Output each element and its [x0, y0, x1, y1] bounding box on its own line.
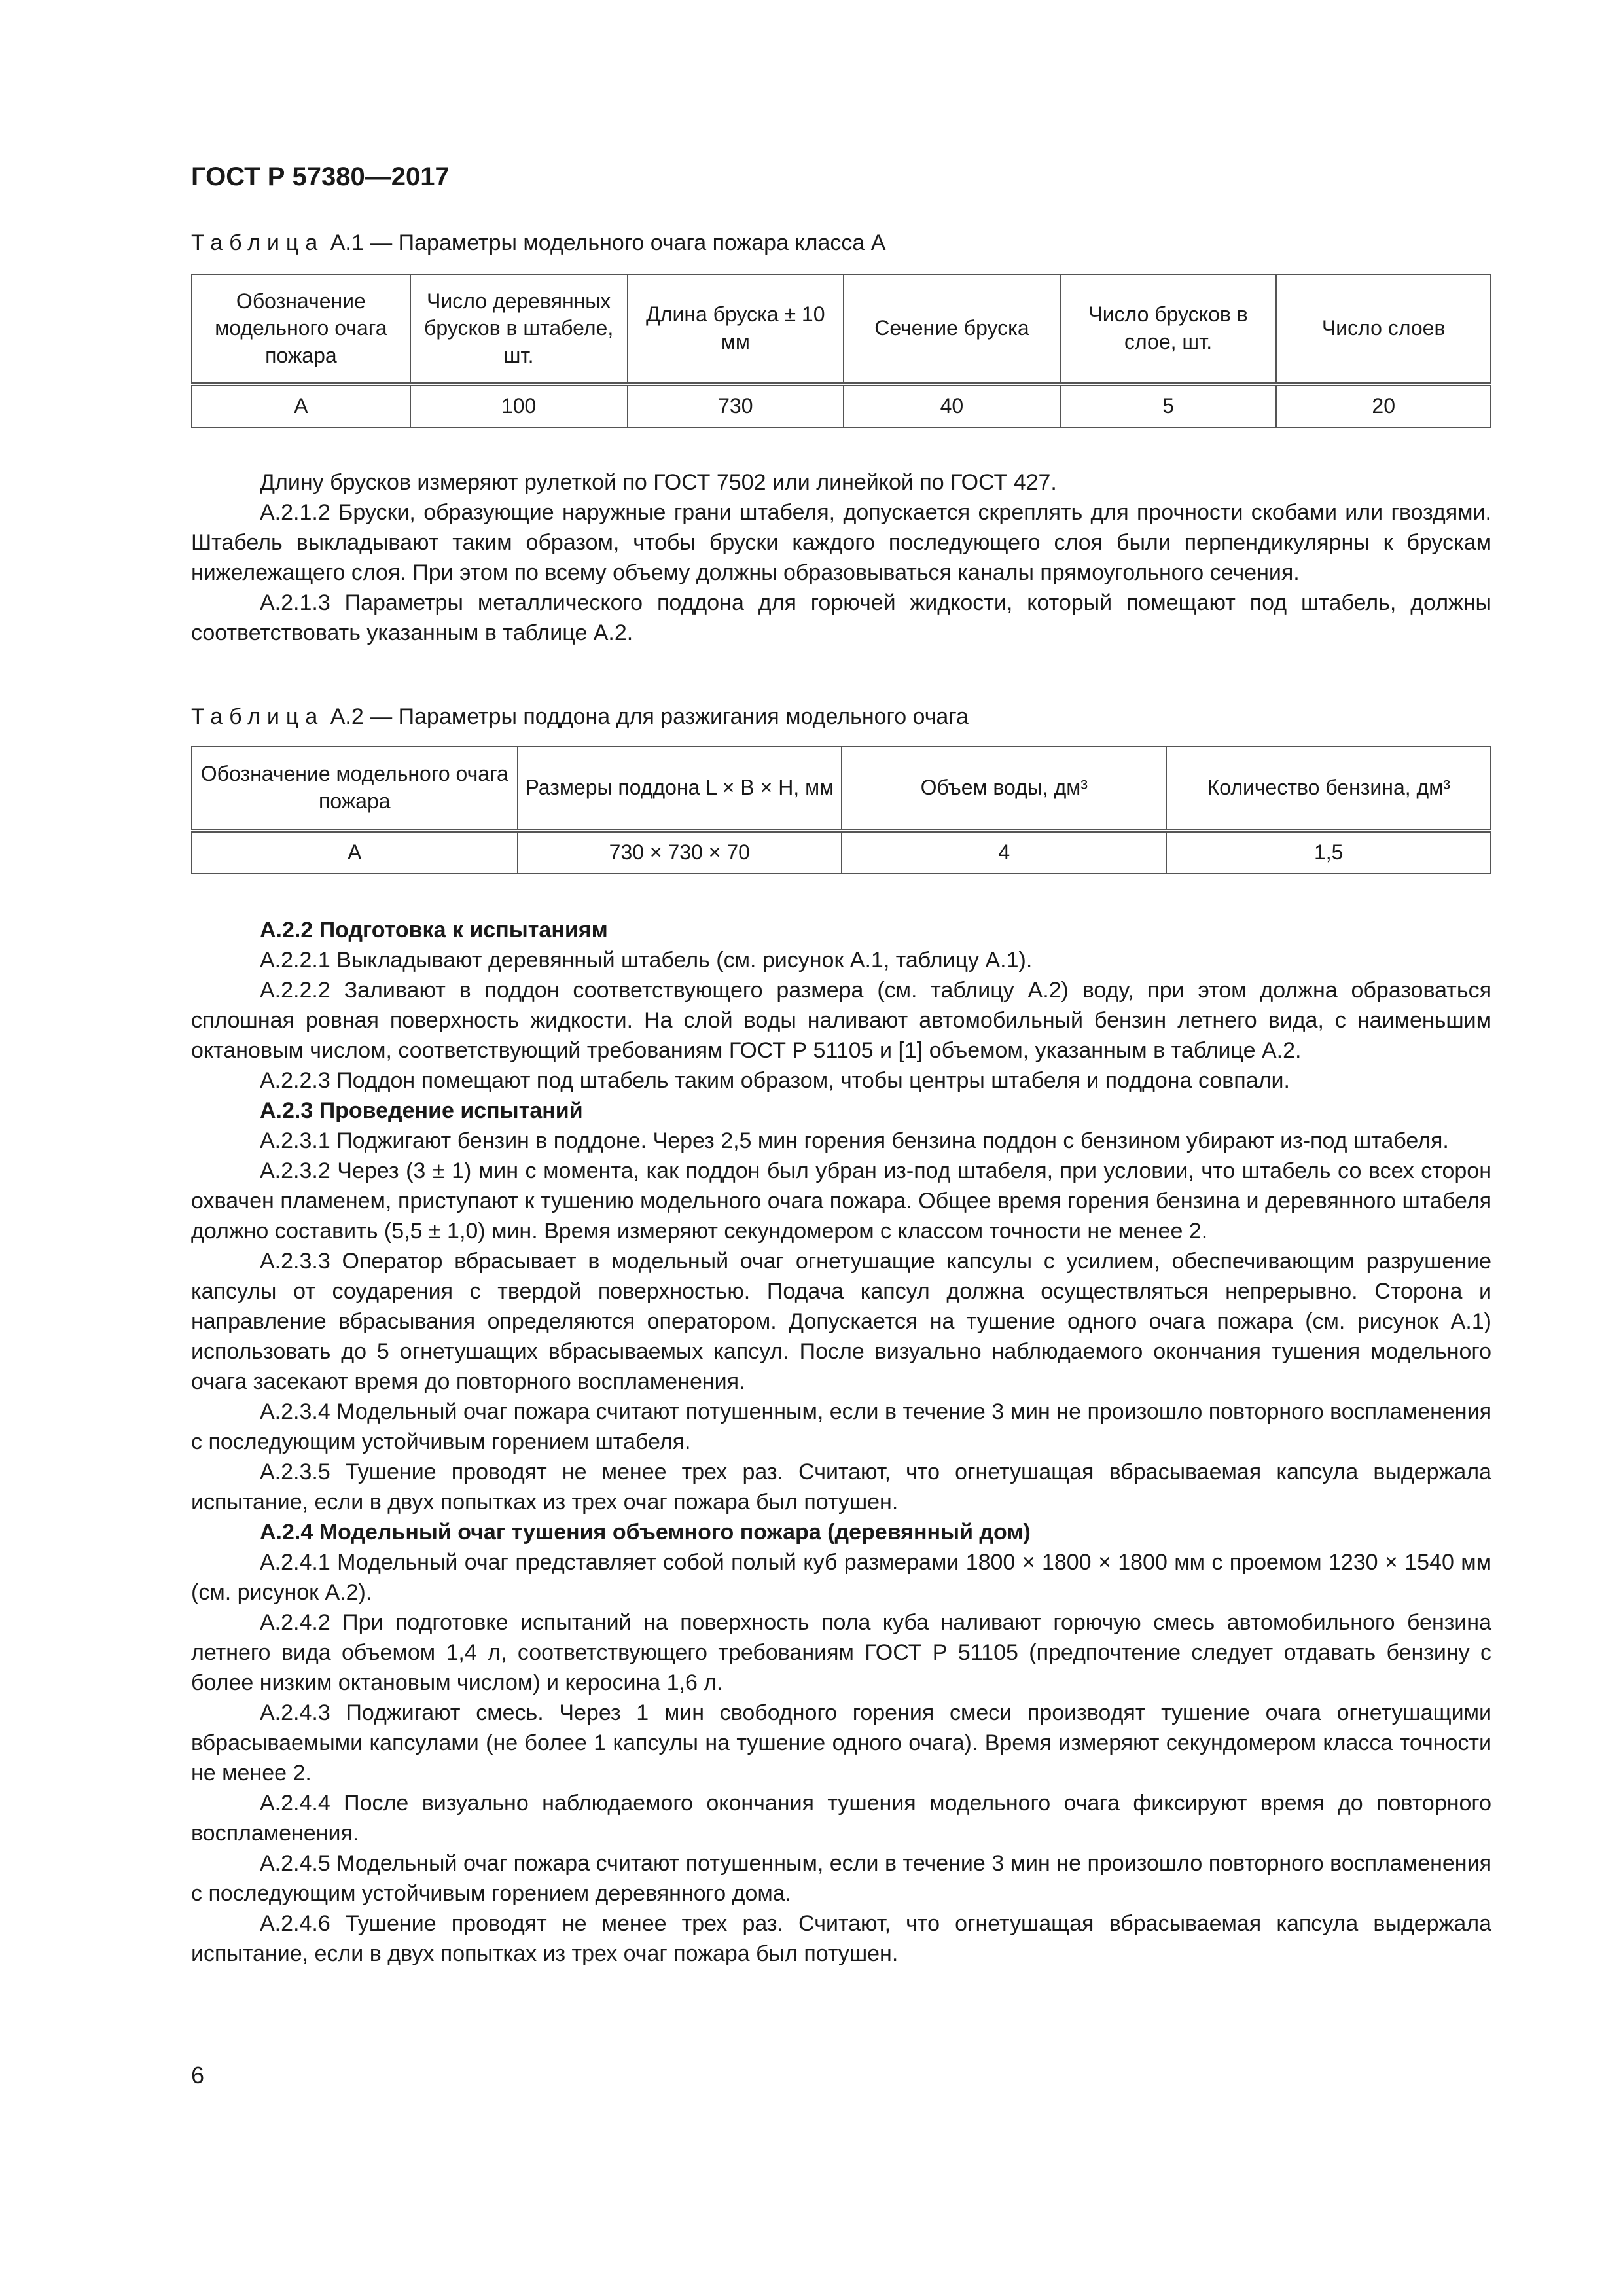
- table-row: [192, 384, 1491, 427]
- paragraph: А.2.3.1 Поджигают бензин в поддоне. Через 2,5 мин горения бензина поддон с бензином убирают из-под штабеля.: [260, 1128, 1449, 1153]
- section-heading: А.2.2 Подготовка к испытаниям: [260, 918, 608, 942]
- table1-header-cell: Число слоев: [1276, 274, 1491, 384]
- table1-header-cell: Число брусков в слое, шт.: [1060, 274, 1277, 384]
- table2-header-cell: Размеры поддона L × B × H, мм: [518, 747, 842, 831]
- paragraph: Длину брусков измеряют рулеткой по ГОСТ 7502 или линейкой по ГОСТ 427.: [260, 470, 1057, 495]
- table1-header-cell: Сечение бруска: [844, 274, 1060, 384]
- paragraph: А.2.3.2 Через (3 ± 1) мин с момента, как поддон был убран из-под штабеля, при условии, что штабель со всех сторон охвачен пламенем, приступают к тушению модельного очага пожара. Общее время горения бензина и деревянного штабеля должно составить (5,5 ± 1,0) мин. Время измеряют секундомером с классом точности не менее 2.: [191, 1158, 1491, 1244]
- table1-cell: 40: [844, 384, 1060, 427]
- paragraph: А.2.1.3 Параметры металлического поддона для горючей жидкости, который помещают под штабель, должны соответствовать указанным в таблице А.2.: [191, 590, 1491, 645]
- paragraph: А.2.3.5 Тушение проводят не менее трех раз. Считают, что огнетушащая вбрасываемая капсула выдержала испытание, если в двух попытках из трех очаг пожара был потушен.: [191, 1460, 1491, 1515]
- table2-caption-prefix: Таблица: [191, 704, 325, 729]
- table2-cell: А: [192, 831, 518, 874]
- paragraph: А.2.2.3 Поддон помещают под штабель таким образом, чтобы центры штабеля и поддона совпали.: [260, 1068, 1290, 1093]
- paragraph: А.2.4.5 Модельный очаг пожара считают потушенным, если в течение 3 мин не произошло повторного воспламенения с последующим устойчивым горением деревянного дома.: [191, 1851, 1491, 1906]
- paragraph: А.2.2.1 Выкладывают деревянный штабель (см. рисунок А.1, таблицу А.1).: [260, 948, 1033, 973]
- table1-cell: 5: [1060, 384, 1277, 427]
- page-number: 6: [191, 2062, 205, 2089]
- paragraph: А.2.4.1 Модельный очаг представляет собой полый куб размерами 1800 × 1800 × 1800 мм с проемом 1230 × 1540 мм (см. рисунок А.2).: [191, 1550, 1491, 1605]
- paragraph: А.2.3.3 Оператор вбрасывает в модельный очаг огнетушащие капсулы с усилием, обеспечивающим разрушение капсулы от соударения с твердой поверхностью. Подача капсул должна осуществляться непрерывно. Сторона и направление вбрасывания определяются оператором. Допускается на тушение одного очага пожара (см. рисунок А.1) использовать до 5 огнетушащих вбрасываемых капсул. После визуально наблюдаемого окончания тушения модельного очага засекают время до повторного воспламенения.: [191, 1249, 1491, 1394]
- body-text-1: [191, 467, 1491, 648]
- paragraph: А.2.4.4 После визуально наблюдаемого окончания тушения модельного очага фиксируют время до повторного воспламенения.: [191, 1791, 1491, 1846]
- table2-cell: 730 × 730 × 70: [518, 831, 842, 874]
- table1-header-cell: Обозначение модельного очага пожара: [192, 274, 410, 384]
- table2-cell: 4: [842, 831, 1166, 874]
- table1-header-cell: Число деревянных брусков в штабеле, шт.: [410, 274, 628, 384]
- table1-cell: А: [192, 384, 410, 427]
- table1-caption-prefix: Таблица: [191, 230, 325, 255]
- table2-header-cell: Обозначение модельного очага пожара: [192, 747, 518, 831]
- paragraph: А.2.4.6 Тушение проводят не менее трех раз. Считают, что огнетушащая вбрасываемая капсула выдержала испытание, если в двух попытках из трех очаг пожара был потушен.: [191, 1911, 1491, 1966]
- table1-cell: 100: [410, 384, 628, 427]
- paragraph: А.2.2.2 Заливают в поддон соответствующего размера (см. таблицу А.2) воду, при этом должна образоваться сплошная ровная поверхность жидкости. На слой воды наливают автомобильный бензин летнего вида, с наименьшим октановым числом, соответствующий требованиям ГОСТ Р 51105 и [1] объемом, указанным в таблице А.2.: [191, 978, 1491, 1063]
- table1-header-cell: Длина бруска ± 10 мм: [628, 274, 844, 384]
- table2: [191, 746, 1491, 874]
- table1-caption-text: А.1 — Параметры модельного очага пожара класса А: [324, 230, 886, 255]
- table2-cell: 1,5: [1166, 831, 1491, 874]
- table2-caption-text: А.2 — Параметры поддона для разжигания модельного очага: [324, 704, 969, 729]
- table2-header-row: [192, 747, 1491, 831]
- table1-header-row: [192, 274, 1491, 384]
- table1: [191, 274, 1491, 428]
- table2-caption: [191, 704, 969, 730]
- table1-cell: 730: [628, 384, 844, 427]
- table1-cell: 20: [1276, 384, 1491, 427]
- table1-caption: [191, 230, 885, 256]
- body-text-2: [191, 915, 1491, 1969]
- section-heading: А.2.4 Модельный очаг тушения объемного пожара (деревянный дом): [260, 1520, 1031, 1545]
- paragraph: А.2.3.4 Модельный очаг пожара считают потушенным, если в течение 3 мин не произошло повторного воспламенения с последующим устойчивым горением штабеля.: [191, 1399, 1491, 1454]
- table2-header-cell: Объем воды, дм³: [842, 747, 1166, 831]
- document-header: ГОСТ Р 57380—2017: [191, 162, 450, 191]
- paragraph: А.2.4.3 Поджигают смесь. Через 1 мин свободного горения смеси производят тушение очага огнетушащими вбрасываемыми капсулами (не более 1 капсулы на тушение одного очага). Время измеряют секундомером класса точности не менее 2.: [191, 1700, 1491, 1785]
- table-row: [192, 831, 1491, 874]
- paragraph: А.2.4.2 При подготовке испытаний на поверхность пола куба наливают горючую смесь автомобильного бензина летнего вида объемом 1,4 л, соответствующего требованиям ГОСТ Р 51105 (предпочтение следует отдавать бензину с более низким октановым числом) и керосина 1,6 л.: [191, 1610, 1491, 1695]
- section-heading: А.2.3 Проведение испытаний: [260, 1098, 583, 1123]
- table2-header-cell: Количество бензина, дм³: [1166, 747, 1491, 831]
- paragraph: А.2.1.2 Бруски, образующие наружные грани штабеля, допускается скреплять для прочности скобами или гвоздями. Штабель выкладывают таким образом, чтобы бруски каждого последующего слоя были перпендикулярны к брускам нижележащего слоя. При этом по всему объему должны образовываться каналы прямоугольного сечения.: [191, 500, 1491, 585]
